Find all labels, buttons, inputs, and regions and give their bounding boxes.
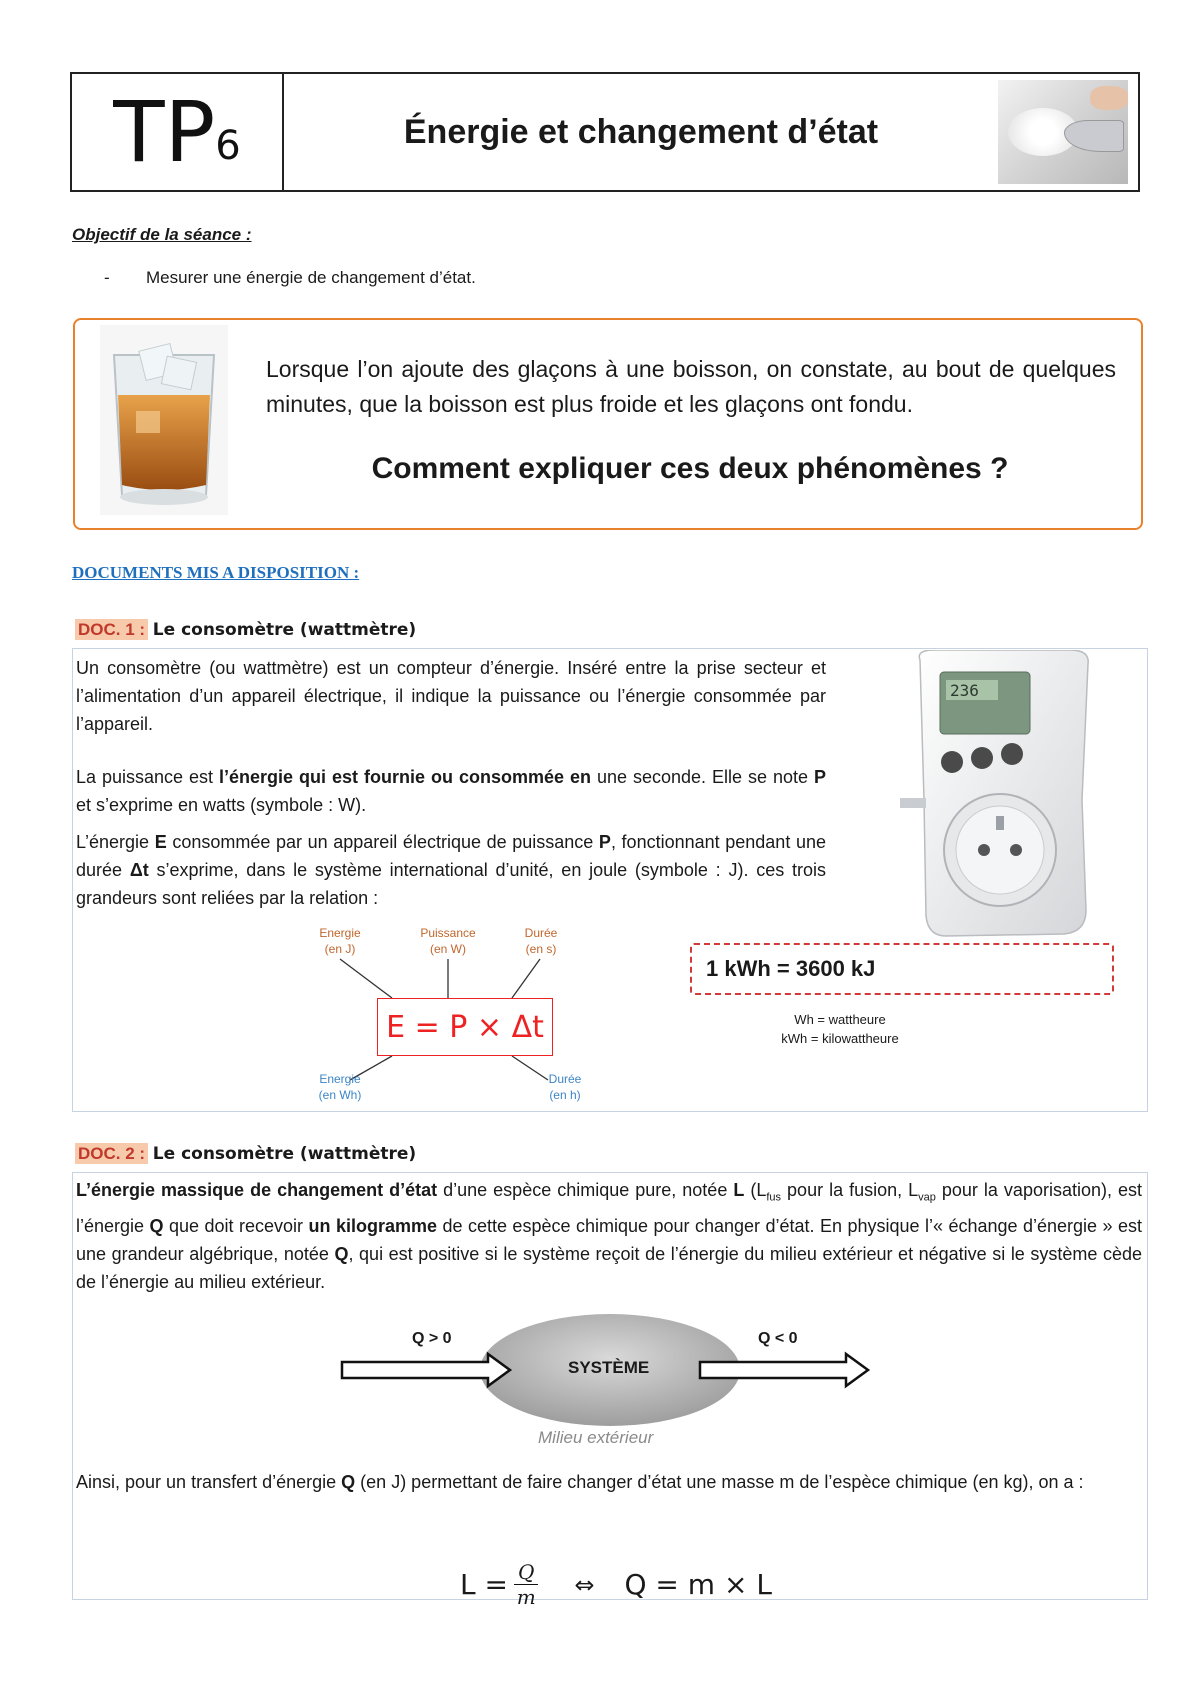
symbol-dt: Δt <box>129 860 149 880</box>
symbol-p: P <box>813 767 826 787</box>
label-energie-joule <box>310 925 370 957</box>
q-positive-label: Q > 0 <box>412 1330 452 1347</box>
tp-label: TP <box>113 83 216 181</box>
text-run: La puissance est <box>76 767 220 787</box>
page-title: Énergie et changement d’état <box>403 112 879 151</box>
text-run-bold: L’énergie massique de changement d’état <box>76 1180 438 1200</box>
symbol-q: Q <box>149 1215 164 1236</box>
label-puissance <box>410 925 486 957</box>
doc1-label <box>75 620 416 640</box>
label-unit: (en Wh) <box>318 1088 362 1102</box>
equation-lhs: L = <box>460 1568 508 1601</box>
doc1-paragraph-3 <box>76 828 826 912</box>
meter-display: 236 <box>950 681 979 700</box>
text-run-bold: l’énergie qui est fournie ou consommée en <box>219 767 591 787</box>
unit-notes <box>720 1010 960 1048</box>
doc2-label <box>75 1144 416 1164</box>
note-wh: Wh = wattheure <box>794 1012 886 1027</box>
text-run: , qui est positive si le système reçoit de l’énergie du milieu extérieur et négative si le système cède de l’énergie au milieu extérieur. <box>76 1243 1143 1292</box>
text-run: Ainsi, pour un transfert d’énergie <box>76 1472 342 1492</box>
tp-number: 6 <box>215 123 241 169</box>
energy-exchange-diagram <box>340 1300 880 1450</box>
label-unit: (en J) <box>324 942 356 956</box>
external-medium-label: Milieu extérieur <box>538 1428 654 1447</box>
symbol-l: L <box>733 1180 745 1200</box>
fraction-denominator: m <box>516 1585 536 1609</box>
doc2-paragraph-2 <box>76 1468 1142 1496</box>
bullet-dash: - <box>104 268 110 287</box>
text-run: de cette espèce chimique pour changer d’état. En physique l’« échange d’énergie » est une grandeur algébrique, notée <box>76 1215 1143 1264</box>
label-text: Energie <box>319 1072 361 1086</box>
label-energie-wh <box>310 1071 370 1103</box>
iron-shape <box>1064 120 1124 152</box>
formula-box: E = P × Δt <box>377 998 553 1056</box>
text-run: d’une espèce chimique pure, notée <box>437 1180 734 1200</box>
label-unit: (en W) <box>430 942 466 956</box>
text-run-bold: un kilogramme <box>308 1215 437 1236</box>
text-run: et s’exprime en watts (symbole : W). <box>76 795 367 815</box>
subscript-fus: fus <box>766 1191 782 1204</box>
text-run: (en J) permettant de faire changer d’état une masse m de l’espèce chimique (en kg), on a : <box>355 1472 1084 1492</box>
kwh-conversion-box: 1 kWh = 3600 kJ <box>690 943 1114 995</box>
steam-iron-photo <box>998 80 1128 184</box>
fraction-q-over-m <box>514 1560 538 1609</box>
text-run: (L <box>744 1180 767 1200</box>
note-kwh: kWh = kilowattheure <box>781 1031 899 1046</box>
energy-formula-diagram <box>300 925 620 1105</box>
label-text: Durée <box>524 926 558 940</box>
doc2-number: DOC. 2 : <box>75 1143 148 1164</box>
doc2-name: Le consomètre (wattmètre) <box>152 1144 417 1164</box>
symbol-q: Q <box>334 1243 349 1264</box>
text-run: consommée par un appareil électrique de puissance <box>166 832 599 852</box>
intro-question: Comment expliquer ces deux phénomènes ? <box>371 452 1009 485</box>
objective-item <box>104 268 476 288</box>
equivalence-arrow: ⇔ <box>574 1570 595 1599</box>
label-unit: (en s) <box>525 942 557 956</box>
wattmeter-image <box>900 650 1100 940</box>
subscript-vap: vap <box>918 1191 936 1204</box>
glass-of-drink-image <box>100 325 228 515</box>
label-text: Durée <box>548 1072 582 1086</box>
equation-rhs: Q = m × L <box>624 1568 772 1601</box>
text-run: L’énergie <box>76 832 155 852</box>
objective-text: Mesurer une énergie de changement d’état. <box>146 268 476 287</box>
symbol-e: E <box>154 832 167 852</box>
symbol-q: Q <box>341 1472 356 1492</box>
documents-title: DOCUMENTS MIS A DISPOSITION : <box>72 563 360 582</box>
label-duree-heure <box>540 1071 590 1103</box>
tp-cell <box>72 74 284 190</box>
label-text: Energie <box>319 926 361 940</box>
label-unit: (en h) <box>549 1088 581 1102</box>
intro-text: Lorsque l’on ajoute des glaçons à une boisson, on constate, au bout de quelques minutes, que la boisson est plus froide et les glaçons ont fondu. <box>266 356 1116 417</box>
text-run: s’exprime, dans le système international d’unité, en joule (symbole : J). ces trois grandeurs sont reliées par la relation : <box>76 860 826 908</box>
latent-heat-equation <box>460 1560 772 1609</box>
doc1-name: Le consomètre (wattmètre) <box>152 620 417 640</box>
text-run: une seconde. Elle se note <box>590 767 814 787</box>
fraction-numerator: Q <box>514 1560 538 1585</box>
text-run: pour la vaporisation), est l’énergie <box>76 1180 1143 1236</box>
doc1-number: DOC. 1 : <box>75 619 148 640</box>
label-text: Puissance <box>420 926 476 940</box>
symbol-p: P <box>598 832 611 852</box>
system-label: SYSTÈME <box>568 1358 650 1377</box>
intro-box <box>73 318 1143 530</box>
header-table <box>70 72 1140 192</box>
doc2-paragraph-1 <box>76 1176 1142 1296</box>
label-duree-seconde <box>516 925 566 957</box>
objective-title: Objectif de la séance : <box>72 225 252 244</box>
q-negative-label: Q < 0 <box>758 1330 798 1347</box>
text-run: pour la fusion, L <box>781 1180 919 1200</box>
text-run: que doit recevoir <box>163 1215 309 1236</box>
text-run: , fonctionnant pendant une durée <box>76 832 826 880</box>
hand-shape <box>1090 86 1128 110</box>
doc1-paragraph-1: Un consomètre (ou wattmètre) est un compteur d’énergie. Inséré entre la prise secteur et l’alimentation d’un appareil électrique, il indique la puissance ou l’énergie consommée par l’appareil. <box>76 658 826 734</box>
doc1-paragraph-2 <box>76 763 826 819</box>
